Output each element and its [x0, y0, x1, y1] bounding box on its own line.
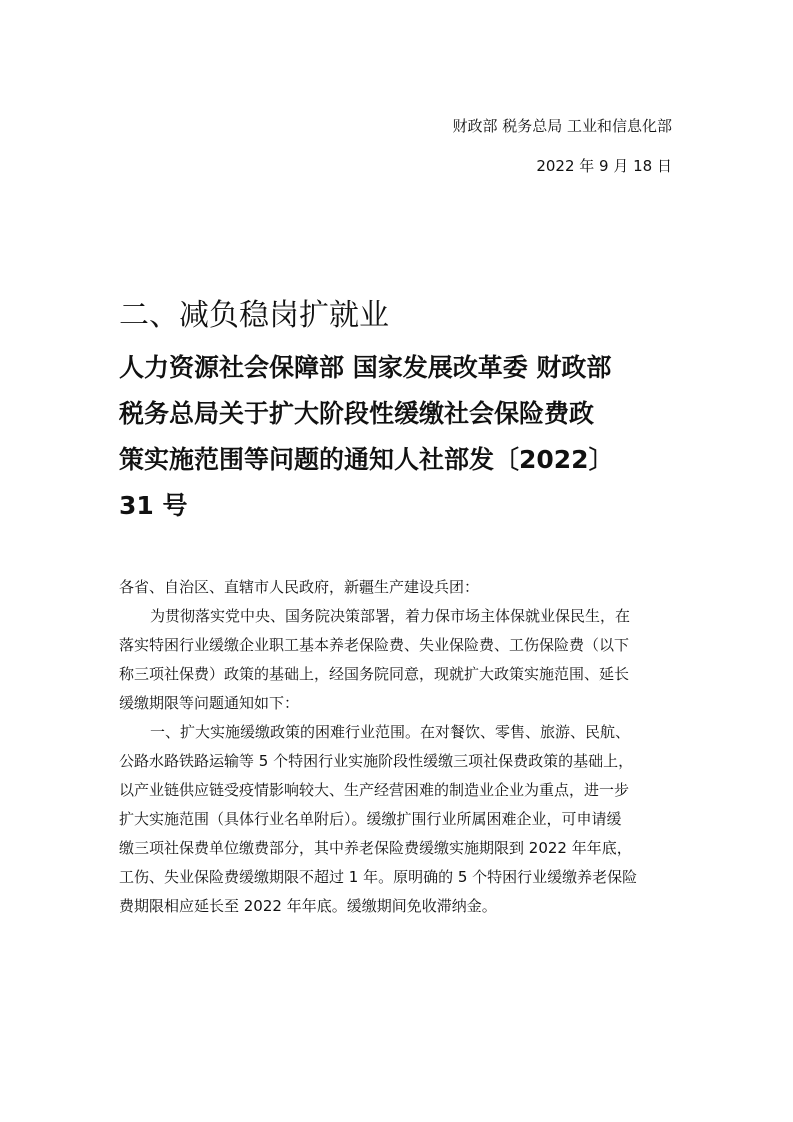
salutation: 各省、自治区、直辖市人民政府，新疆生产建设兵团： — [119, 578, 480, 596]
paragraph-line: 为贯彻落实党中央、国务院决策部署，着力保市场主体保就业保民生，在 — [150, 607, 631, 625]
paragraph-line: 扩大实施范围（具体行业名单附后）。缓缴扩围行业所属困难企业，可申请缓 — [119, 810, 622, 828]
paragraph-line: 称三项社保费）政策的基础上，经国务院同意，现就扩大政策实施范围、延长 — [119, 665, 630, 683]
paragraph-line: 缓缴期限等问题通知如下： — [119, 694, 300, 712]
issue-date: 2022 年 9 月 18 日 — [536, 157, 672, 175]
paragraph-line: 费期限相应延长至 2022 年年底。缓缴期间免收滞纳金。 — [119, 897, 497, 915]
paragraph-line: 落实特困行业缓缴企业职工基本养老保险费、失业保险费、工伤保险费（以下 — [119, 636, 630, 654]
paragraph-line: 以产业链供应链受疫情影响较大、生产经营困难的制造业企业为重点，进一步 — [119, 781, 630, 799]
signature-block — [452, 106, 672, 186]
paragraph-line: 缴三项社保费单位缴费部分，其中养老保险费缓缴实施期限到 2022 年年底， — [119, 839, 632, 857]
notice-body — [119, 573, 679, 921]
paragraph-line: 公路水路铁路运输等 5 个特困行业实施阶段性缓缴三项社保费政策的基础上， — [119, 752, 634, 770]
notice-title-line: 31 号 — [119, 491, 188, 520]
issuing-authorities: 财政部 税务总局 工业和信息化部 — [452, 117, 672, 135]
notice-title — [119, 345, 679, 529]
notice-title-line: 策实施范围等问题的通知人社部发〔2022〕 — [119, 445, 614, 474]
notice-title-line: 税务总局关于扩大阶段性缓缴社会保险费政 — [119, 399, 595, 428]
notice-title-line: 人力资源社会保障部 国家发展改革委 财政部 — [119, 353, 612, 382]
paragraph-line: 一、扩大实施缓缴政策的困难行业范围。在对餐饮、零售、旅游、民航、 — [150, 723, 631, 741]
paragraph-line: 工伤、失业保险费缓缴期限不超过 1 年。原明确的 5 个特困行业缓缴养老保险 — [119, 868, 638, 886]
section-heading: 二、减负稳岗扩就业 — [119, 298, 389, 333]
